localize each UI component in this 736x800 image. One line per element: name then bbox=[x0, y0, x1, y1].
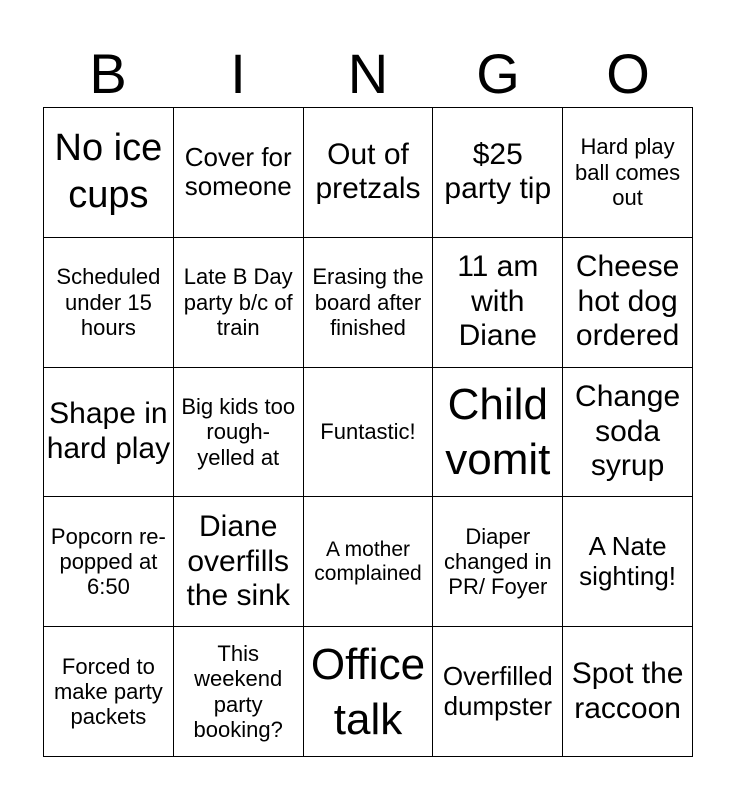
bingo-header bbox=[43, 38, 693, 108]
bingo-cell[interactable]: This weekend party booking? bbox=[174, 627, 304, 757]
bingo-cell[interactable]: Erasing the board after finished bbox=[304, 238, 434, 368]
bingo-cell[interactable]: Spot the raccoon bbox=[563, 627, 693, 757]
header-letter-i: I bbox=[230, 41, 246, 105]
bingo-cell[interactable]: Office talk bbox=[304, 627, 434, 757]
bingo-cell[interactable]: Cover for someone bbox=[174, 108, 304, 238]
header-letter-b: B bbox=[89, 41, 127, 105]
bingo-cell[interactable]: 11 am with Diane bbox=[433, 238, 563, 368]
bingo-cell[interactable]: Hard play ball comes out bbox=[563, 108, 693, 238]
bingo-cell[interactable]: Big kids too rough- yelled at bbox=[174, 368, 304, 498]
bingo-cell[interactable]: No ice cups bbox=[44, 108, 174, 238]
bingo-cell[interactable]: Funtastic! bbox=[304, 368, 434, 498]
bingo-grid bbox=[43, 107, 693, 757]
bingo-cell[interactable]: Child vomit bbox=[433, 368, 563, 498]
bingo-cell[interactable]: Shape in hard play bbox=[44, 368, 174, 498]
bingo-cell[interactable]: Late B Day party b/c of train bbox=[174, 238, 304, 368]
bingo-cell[interactable]: Diaper changed in PR/ Foyer bbox=[433, 497, 563, 627]
bingo-cell[interactable]: Cheese hot dog ordered bbox=[563, 238, 693, 368]
bingo-cell[interactable]: Diane overfills the sink bbox=[174, 497, 304, 627]
bingo-cell[interactable]: Forced to make party packets bbox=[44, 627, 174, 757]
bingo-cell[interactable]: A mother complained bbox=[304, 497, 434, 627]
bingo-cell[interactable]: Overfilled dumpster bbox=[433, 627, 563, 757]
bingo-cell[interactable]: Out of pretzals bbox=[304, 108, 434, 238]
bingo-cell[interactable]: Scheduled under 15 hours bbox=[44, 238, 174, 368]
bingo-cell[interactable]: Popcorn re- popped at 6:50 bbox=[44, 497, 174, 627]
bingo-cell[interactable]: $25 party tip bbox=[433, 108, 563, 238]
bingo-cell[interactable]: Change soda syrup bbox=[563, 368, 693, 498]
header-letter-n: N bbox=[347, 41, 389, 105]
header-letter-g: G bbox=[476, 41, 520, 105]
bingo-cell[interactable]: A Nate sighting! bbox=[563, 497, 693, 627]
header-letter-o: O bbox=[606, 41, 650, 105]
